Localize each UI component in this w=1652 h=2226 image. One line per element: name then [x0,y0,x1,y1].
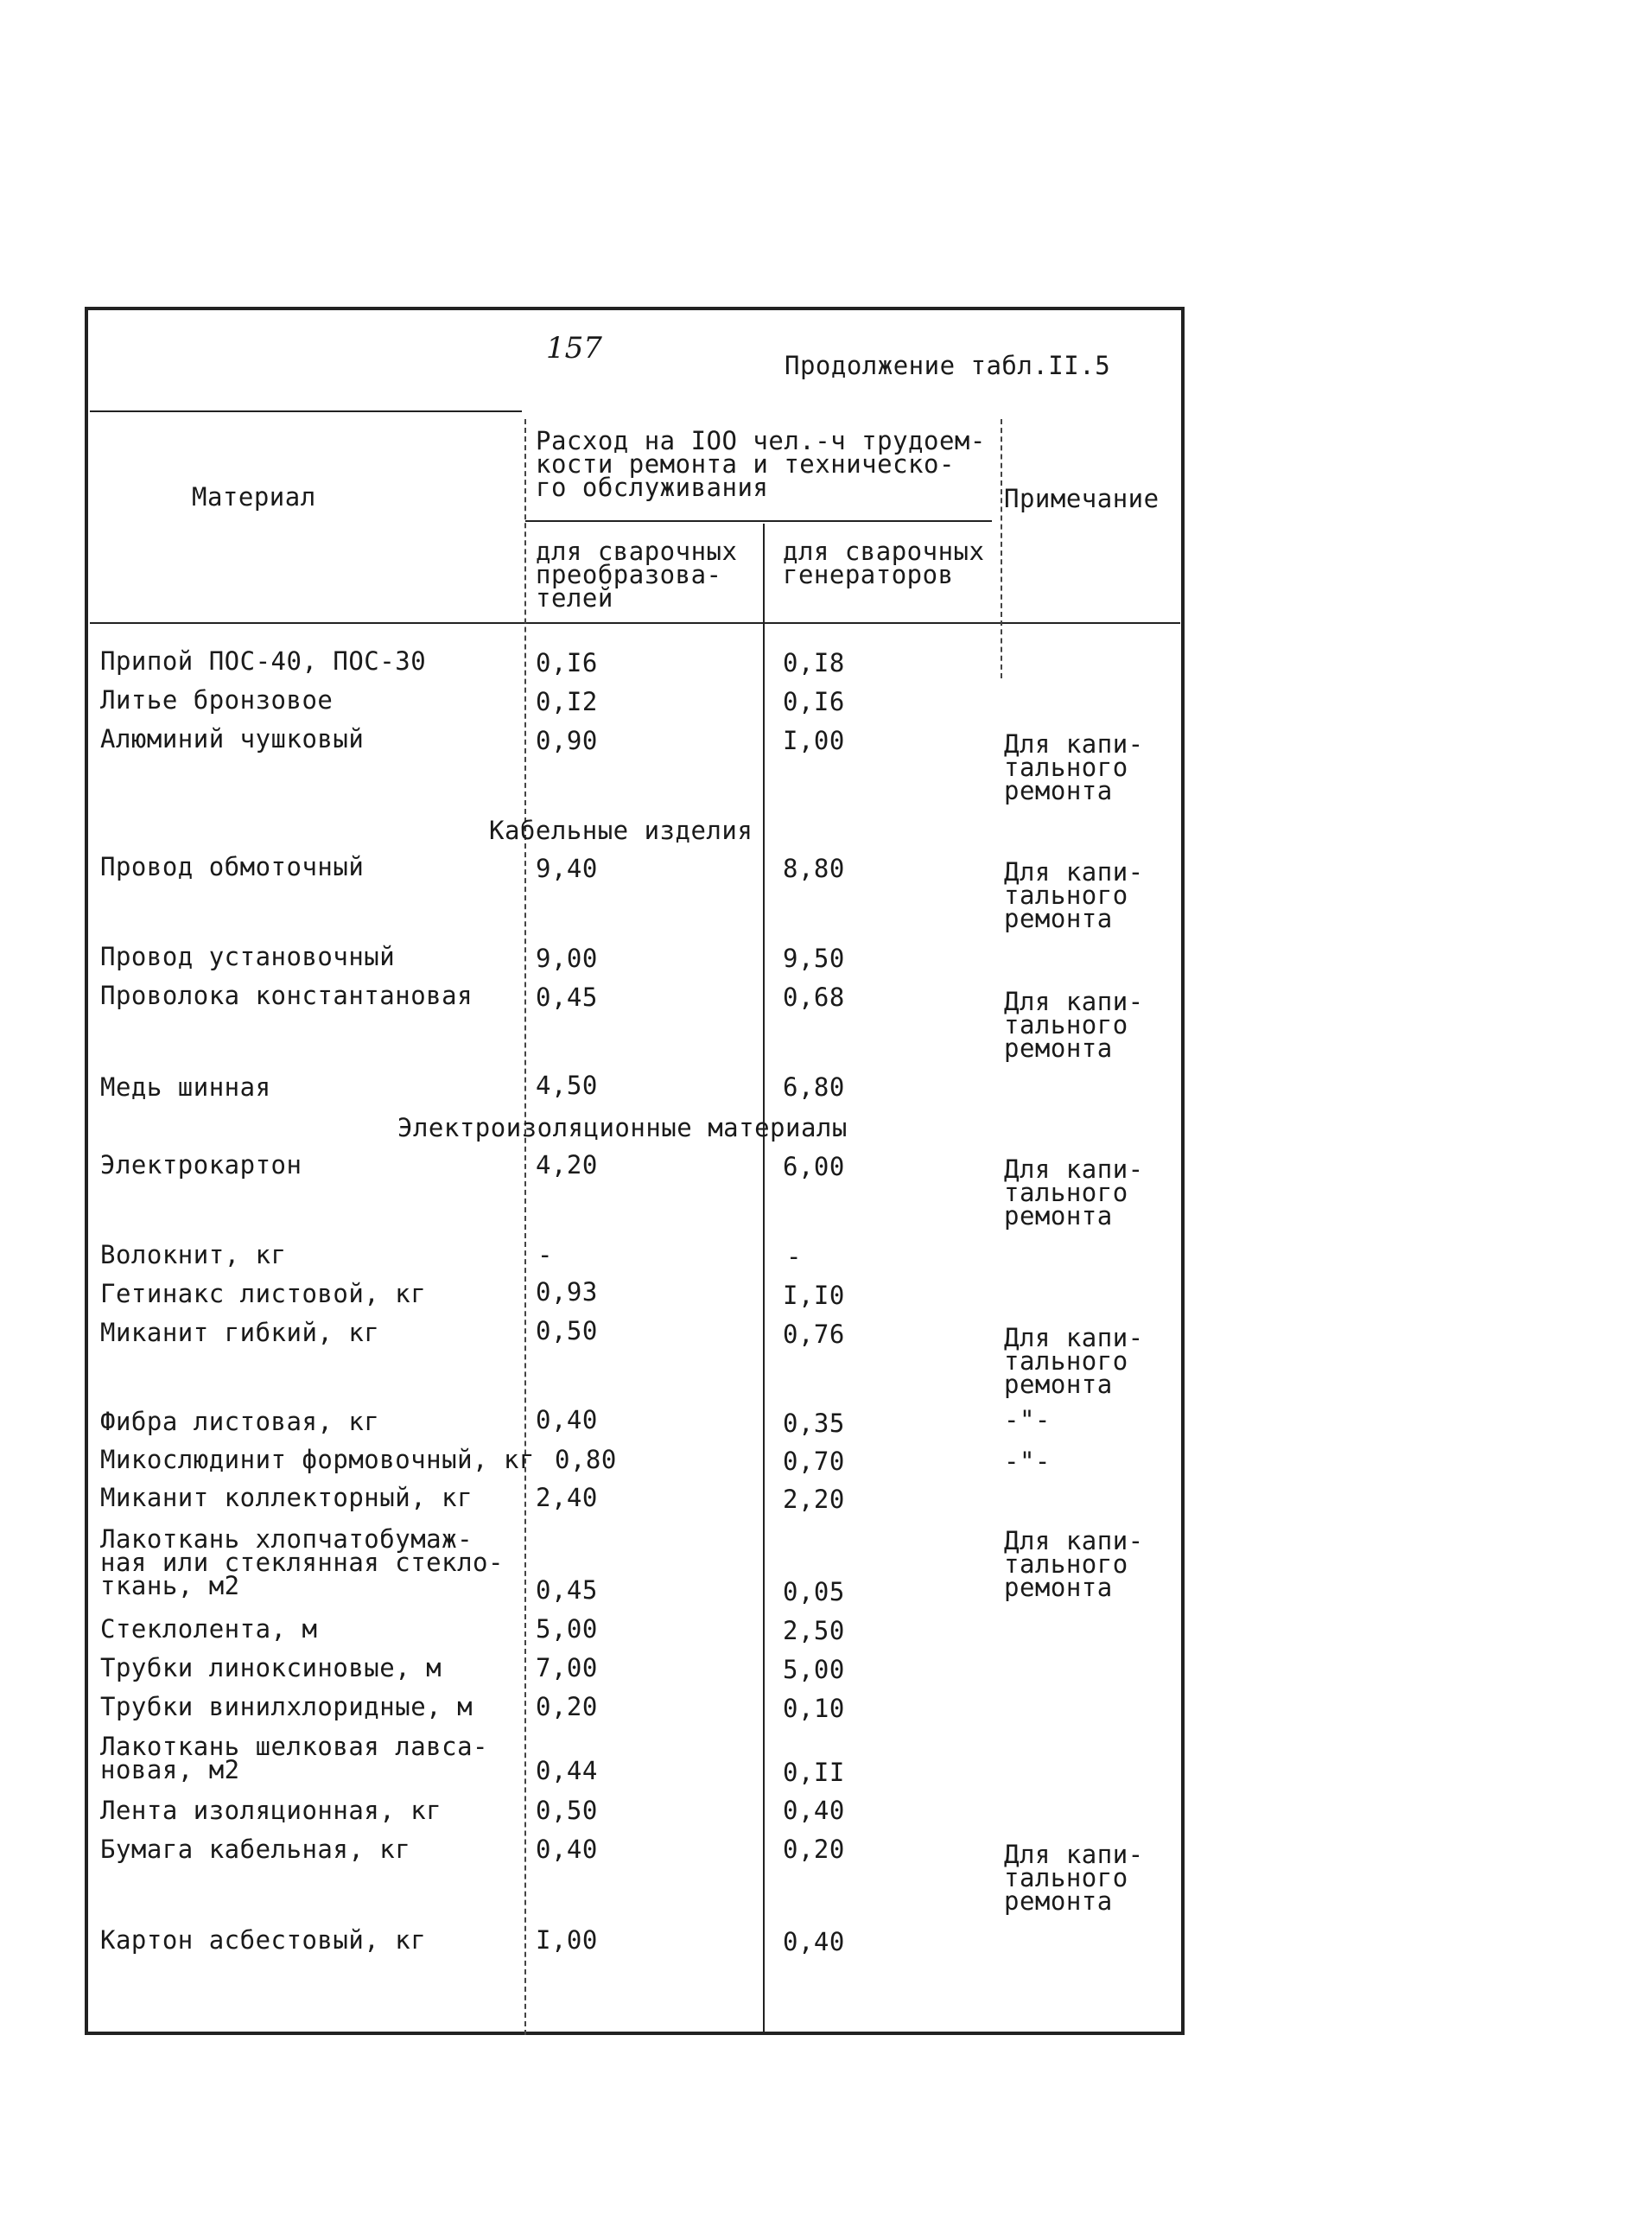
header-material: Материал [192,482,316,512]
cell-material: Стеклолента, м [100,1614,318,1644]
cell-material: Литье бронзовое [100,685,334,715]
cell-note: Для капи- тального ремонта [1004,1526,1144,1602]
cell-converters: 0,93 [536,1277,598,1307]
cell-converters: 0,I6 [536,648,598,677]
cell-note: -"- [1004,1405,1051,1434]
cell-material: Медь шинная [100,1072,271,1102]
cell-material: Миканит гибкий, кг [100,1318,380,1347]
cell-generators: 8,80 [783,854,845,883]
cell-material: Волокнит, кг [100,1240,287,1269]
cell-generators: 0,II [783,1758,845,1787]
cell-generators: 2,20 [783,1485,845,1514]
cell-generators: 0,68 [783,983,845,1012]
cell-material: Бумага кабельная, кг [100,1835,411,1864]
cell-generators: 0,05 [783,1577,845,1606]
cell-converters: 0,45 [536,983,598,1012]
cell-material: Лакоткань шелковая лавса- новая, м2 [100,1732,488,1784]
cell-note: Для капи- тального ремонта [1004,1323,1144,1399]
cell-generators: 0,70 [783,1447,845,1476]
continuation-label: Продолжение табл.II.5 [785,351,1111,380]
cell-material: Лента изоляционная, кг [100,1796,442,1825]
cell-material: Припой ПОС-40, ПОС-30 [100,646,427,676]
cell-material: Провод установочный [100,942,396,971]
cell-generators: 2,50 [783,1616,845,1645]
cell-converters: 0,50 [536,1316,598,1345]
cell-material: Проволока константановая [100,981,473,1010]
col-divider-1 [524,419,526,2035]
cell-note: Для капи- тального ремонта [1004,729,1144,805]
cell-material: Гетинакс листовой, кг [100,1279,427,1308]
cell-material: Микослюдинит формовочный, кг [100,1445,535,1474]
cell-generators: 6,00 [783,1152,845,1181]
cell-material: Провод обмоточный [100,852,365,881]
cell-generators: 0,35 [783,1409,845,1438]
cell-generators: 0,76 [783,1320,845,1349]
cell-generators: I,I0 [783,1281,845,1310]
cell-converters: 7,00 [536,1653,598,1682]
cell-converters: 0,90 [536,726,598,755]
cell-converters: 0,40 [536,1405,598,1434]
cell-generators: 0,40 [783,1796,845,1825]
cell-generators: 6,80 [783,1072,845,1102]
header-col-generators: для сварочных генераторов [783,537,985,589]
cell-converters: 0,40 [536,1835,598,1864]
cell-converters: 0,45 [536,1575,598,1605]
cell-material: Трубки винилхлоридные, м [100,1692,473,1721]
cell-converters: 4,50 [536,1071,598,1100]
cell-converters: 0,50 [536,1796,598,1825]
cell-converters: 2,40 [536,1483,598,1512]
cell-generators: 9,50 [783,944,845,973]
cell-converters: 0,44 [536,1756,598,1785]
header-top-line-left [90,410,522,412]
cell-generators: 0,40 [783,1927,845,1956]
header-sub-line [525,520,992,522]
cell-generators: 0,20 [783,1835,845,1864]
cell-material: Лакоткань хлопчатобумаж- ная или стеклянная стекло- ткань, м2 [100,1524,504,1600]
cell-generators: 0,I8 [783,648,845,677]
cell-converters: 0,20 [536,1692,598,1721]
cell-material: Алюминий чушковый [100,724,365,754]
col-divider-3 [1001,419,1002,678]
cell-note: Для капи- тального ремонта [1004,1154,1144,1231]
cell-generators: 0,I6 [783,687,845,716]
cell-material: Трубки линоксиновые, м [100,1653,442,1682]
page-number: 157 [546,331,602,366]
cell-note: -"- [1004,1447,1051,1476]
section-heading-cable: Кабельные изделия [489,816,753,845]
header-note: Примечание [1004,484,1160,513]
cell-converters: 9,00 [536,944,598,973]
cell-material: Фибра листовая, кг [100,1407,380,1436]
section-heading-insulation: Электроизоляционные материалы [397,1113,848,1142]
cell-note: Для капи- тального ремонта [1004,1840,1144,1916]
cell-note: Для капи- тального ремонта [1004,987,1144,1063]
header-bottom-line [90,622,1180,624]
cell-generators: 0,10 [783,1694,845,1723]
cell-generators: I,00 [783,726,845,755]
cell-generators: 5,00 [783,1655,845,1684]
col-divider-2 [763,524,765,2035]
cell-converters: 4,20 [536,1150,598,1180]
header-consumption: Расход на IOO чел.-ч трудоем- кости ремонта и техническо- го обслуживания [536,426,986,502]
cell-converters: 0,I2 [536,687,598,716]
cell-converters: 0,80 [555,1445,617,1474]
cell-material: Электрокартон [100,1150,302,1180]
header-col-converters: для сварочных преобразова- телей [536,537,738,613]
cell-material: Миканит коллекторный, кг [100,1483,473,1512]
cell-converters: I,00 [536,1925,598,1955]
cell-note: Для капи- тального ремонта [1004,857,1144,933]
cell-converters: 9,40 [536,854,598,883]
cell-converters: 5,00 [536,1614,598,1644]
cell-generators: - [786,1242,802,1271]
cell-material: Картон асбестовый, кг [100,1925,427,1955]
cell-converters: - [537,1240,553,1269]
